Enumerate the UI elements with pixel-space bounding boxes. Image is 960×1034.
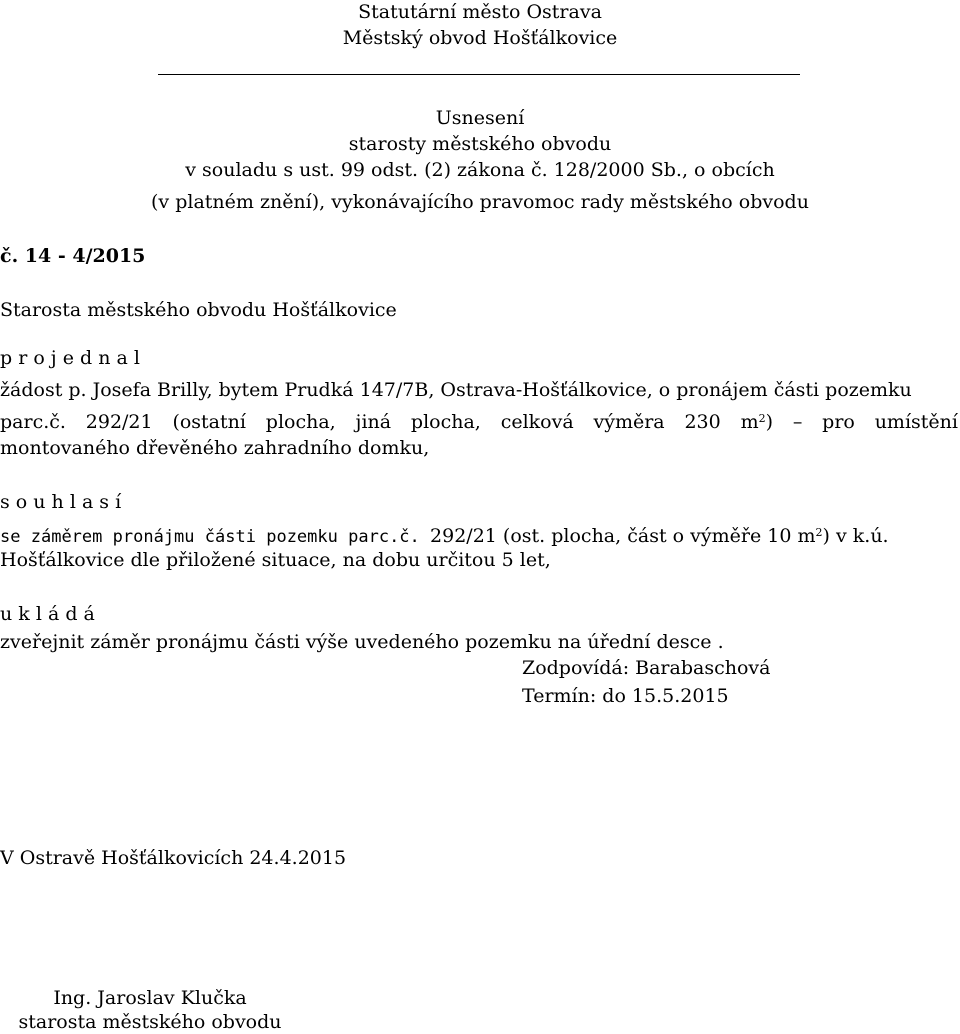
header-city: Statutární město Ostrava	[358, 1, 602, 23]
discussed-line-1: žádost p. Josefa Brilly, bytem Prudká 147/7B, Ostrava-Hošťálkovice, o pronájem části pozemku	[0, 379, 912, 401]
responsible-person: Zodpovídá: Barabaschová	[522, 657, 771, 679]
word: pro	[822, 411, 855, 433]
word: část	[627, 525, 667, 547]
word: k.ú.	[852, 525, 889, 547]
legal-basis-line-2: (v platném znění), vykonávajícího pravomoc rady městského obvodu	[151, 191, 809, 213]
discussed-line-3: montovaného dřevěného zahradního domku,	[0, 437, 430, 459]
word: 292/21	[85, 411, 153, 433]
signature-name: Ing. Jaroslav Klučka	[53, 987, 247, 1009]
word: záměrem	[30, 527, 103, 547]
resolution-title: Usnesení	[435, 107, 525, 129]
word: v	[835, 525, 847, 547]
word: parc.č.	[348, 527, 420, 547]
heading-orders: u k l á d á	[0, 603, 95, 625]
word: parc.č.	[0, 411, 66, 433]
word: výměra	[593, 411, 665, 433]
word: 10	[767, 525, 792, 547]
agrees-words-rest	[430, 525, 889, 547]
agrees-line-2: Hošťálkovice dle přiložené situace, na dobu určitou 5 let,	[0, 549, 551, 571]
agrees-words	[0, 527, 430, 547]
deadline: Termín: do 15.5.2015	[522, 685, 729, 707]
heading-agrees: s o u h l a s í	[0, 491, 122, 513]
resolution-subtitle: starosty městského obvodu	[348, 133, 612, 155]
word: (ostatní	[172, 411, 246, 433]
word: pronájmu	[112, 527, 195, 547]
place-and-date: V Ostravě Hošťálkovicích 24.4.2015	[0, 847, 347, 869]
unit-exponent: 2	[758, 412, 766, 425]
unit-base: m	[797, 525, 816, 547]
heading-discussed: p r o j e d n a l	[0, 347, 140, 369]
word: plocha,	[410, 411, 481, 433]
agrees-line-1	[0, 524, 889, 549]
resolution-number: č. 14 - 4/2015	[0, 245, 146, 267]
signature-role: starosta městského obvodu	[18, 1011, 282, 1033]
header-rule	[158, 74, 800, 75]
legal-basis-line-1: v souladu s ust. 99 odst. (2) zákona č. 128/2000 Sb., o obcích	[185, 159, 775, 181]
discussed-line-2	[0, 410, 958, 434]
word: pozemku	[266, 527, 338, 547]
orders-line-1: zveřejnit záměr pronájmu části výše uvedeného pozemku na úřední desce .	[0, 631, 724, 653]
area-unit	[741, 410, 773, 434]
area-unit	[797, 525, 829, 547]
word: části	[204, 527, 256, 547]
closing-paren: )	[822, 525, 830, 547]
word: plocha,	[551, 525, 622, 547]
word: jiná	[355, 411, 392, 433]
word: 292/21	[430, 525, 497, 547]
unit-exponent: 2	[815, 526, 823, 539]
header-district: Městský obvod Hošťálkovice	[342, 27, 618, 49]
word: celková	[500, 411, 574, 433]
word: se	[0, 527, 21, 547]
issuer: Starosta městského obvodu Hošťálkovice	[0, 299, 397, 321]
word: (ost.	[502, 525, 546, 547]
word: umístění	[874, 411, 958, 433]
word: 230	[684, 411, 721, 433]
unit-base: m	[740, 411, 759, 433]
word: plocha,	[265, 411, 336, 433]
word: o	[672, 525, 685, 547]
closing-paren: )	[765, 411, 774, 433]
word: výměře	[690, 525, 762, 547]
dash: –	[792, 411, 803, 433]
